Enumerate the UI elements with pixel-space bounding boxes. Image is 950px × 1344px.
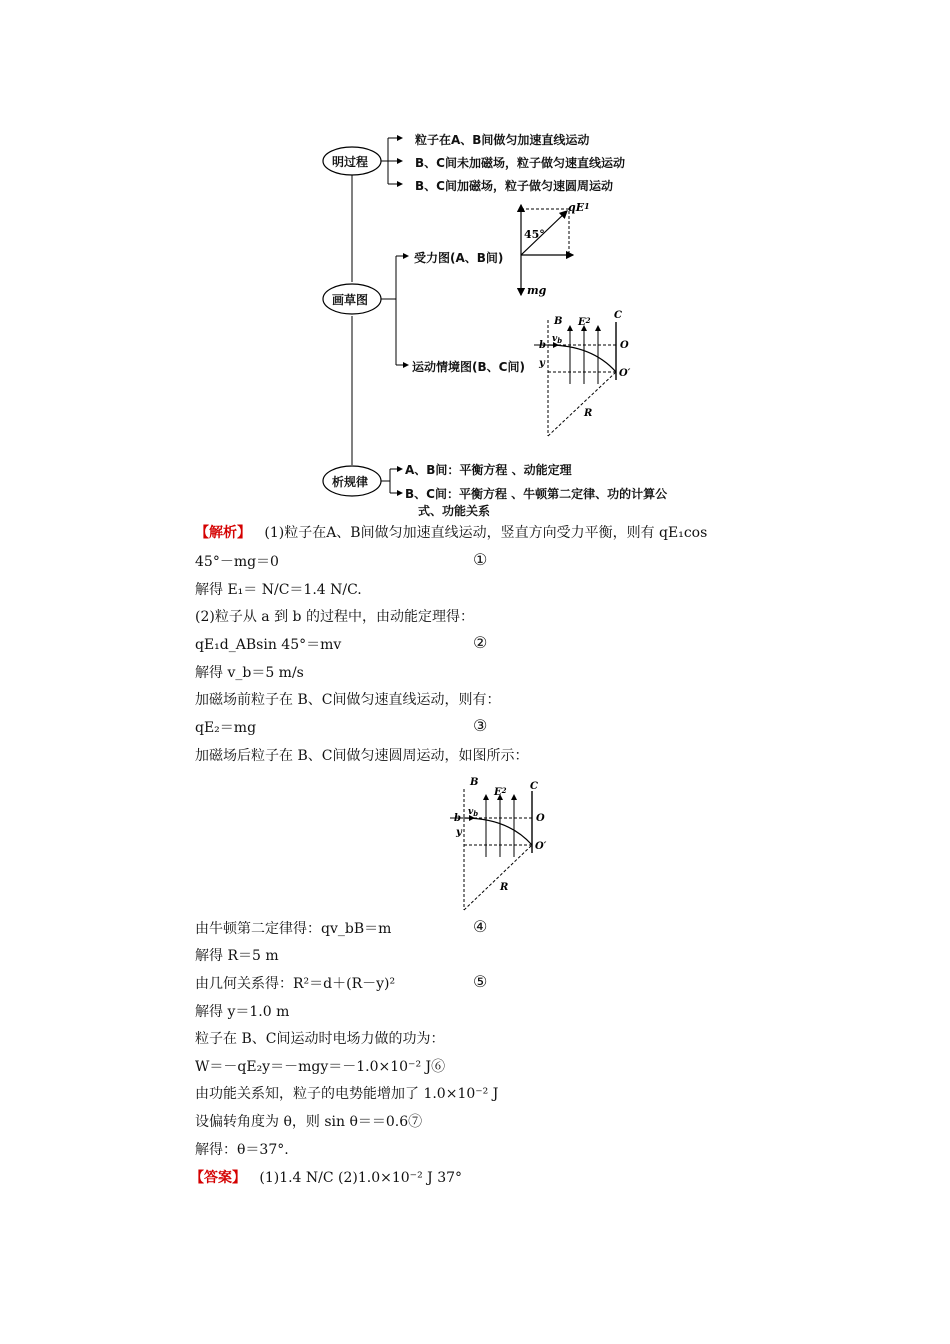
answer-line — [190, 1168, 462, 1188]
node2-item-2: 运动情境图(B、C间) — [412, 360, 525, 374]
solution-line-1: 【解析】 (1)粒子在A、B间做匀加速直线运动，竖直方向受力平衡，则有 qE₁cos — [195, 525, 708, 541]
eq-mark-5: ⑤ — [473, 972, 488, 991]
motion-diagram-2 — [448, 773, 558, 913]
solution-line-5: qE₁d_ABsin 45°＝mv — [195, 637, 342, 653]
node3-item-3: 式、功能关系 — [418, 504, 491, 518]
solution-line-4: (2)粒子从 a 到 b 的过程中，由动能定理得： — [195, 609, 474, 625]
answer-tag: 【答案】 — [190, 1170, 246, 1186]
svg-text:B: B — [470, 777, 479, 788]
solution-line-9: 加磁场后粒子在 B、C间做匀速圆周运动，如图所示： — [195, 748, 529, 764]
solution-line-10: 由牛顿第二定律得：qv_bB＝m — [195, 921, 392, 937]
solution-line-14: 粒子在 B、C间运动时电场力做的功为： — [195, 1031, 445, 1047]
solution-line-3: 解得 E₁＝ N/C＝1.4 N/C. — [195, 582, 362, 598]
node1-item-3: B、C间加磁场，粒子做匀速圆周运动 — [415, 179, 613, 193]
node2-label: 画草图 — [332, 293, 369, 307]
solution-line-6: 解得 v_b＝5 m/s — [195, 665, 304, 681]
node1-item-2: B、C间未加磁场，粒子做匀速直线运动 — [415, 156, 625, 170]
eq-mark-2: ② — [473, 633, 488, 652]
node2-item-1: 受力图(A、B间) — [414, 251, 504, 265]
solution-line-18: 解得：θ＝37°. — [195, 1142, 289, 1158]
svg-text:C: C — [530, 781, 538, 792]
svg-text:O′: O′ — [535, 841, 547, 852]
solution-line-8: qE₂＝mg — [195, 720, 257, 736]
force-diagram — [505, 195, 615, 300]
svg-text:b: b — [454, 813, 461, 824]
node3-label: 析规律 — [332, 475, 369, 489]
eq-mark-3: ③ — [473, 716, 488, 735]
svg-text:R: R — [500, 882, 509, 893]
svg-text:E2: $E^2$ — [494, 786, 507, 798]
solution-line-2: 45°－mg＝0 — [195, 554, 279, 570]
svg-text:O: O — [620, 340, 629, 351]
svg-text:E2: $E^2$ — [578, 316, 591, 328]
solution-line-17: 设偏转角度为 θ，则 sin θ＝＝0.6⑦ — [195, 1114, 423, 1130]
eq-mark-4: ④ — [473, 917, 488, 936]
solution-line-11: 解得 R＝5 m — [195, 948, 279, 964]
svg-text:vb: $v_b$ — [552, 334, 563, 345]
node3-item-1: A、B间：平衡方程 、动能定理 — [405, 463, 572, 477]
angle-label: 45° — [524, 228, 545, 241]
eq-mark-1: ① — [473, 550, 488, 569]
motion-diagram-1 — [532, 308, 642, 440]
solution-line-13: 解得 y＝1.0 m — [195, 1004, 290, 1020]
svg-text:qE1: qE1 — [568, 201, 590, 214]
mg-label: mg — [527, 284, 547, 297]
svg-text:R: R — [584, 408, 593, 419]
svg-text:y: y — [456, 827, 462, 838]
solution-line-12: 由几何关系得：R²＝d＋(R－y)² — [195, 976, 396, 992]
b-plate-label: B — [554, 316, 563, 327]
node1-label: 明过程 — [332, 155, 369, 169]
svg-text:O′: O′ — [619, 368, 631, 379]
analysis-tag: 【解析】 — [195, 525, 251, 541]
c-plate-label: C — [614, 310, 622, 321]
solution-line-16: 由功能关系知，粒子的电势能增加了 1.0×10⁻² J — [195, 1086, 499, 1102]
svg-text:y: y — [539, 358, 545, 369]
svg-text:b: b — [539, 340, 546, 351]
node1-item-1: 粒子在A、B间做匀加速直线运动 — [415, 133, 590, 147]
solution-line-7: 加磁场前粒子在 B、C间做匀速直线运动，则有： — [195, 692, 501, 708]
qe-label: qE — [568, 201, 585, 214]
node3-item-2: B、C间：平衡方程 、牛顿第二定律、功的计算公 — [405, 487, 668, 501]
answer-text: (1)1.4 N/C (2)1.0×10⁻² J 37° — [259, 1170, 463, 1186]
solution-line-15: W＝－qE₂y＝－mgy＝－1.0×10⁻² J⑥ — [195, 1059, 446, 1075]
svg-text:O: O — [536, 813, 545, 824]
svg-text:vb: $v_b$ — [468, 807, 479, 818]
